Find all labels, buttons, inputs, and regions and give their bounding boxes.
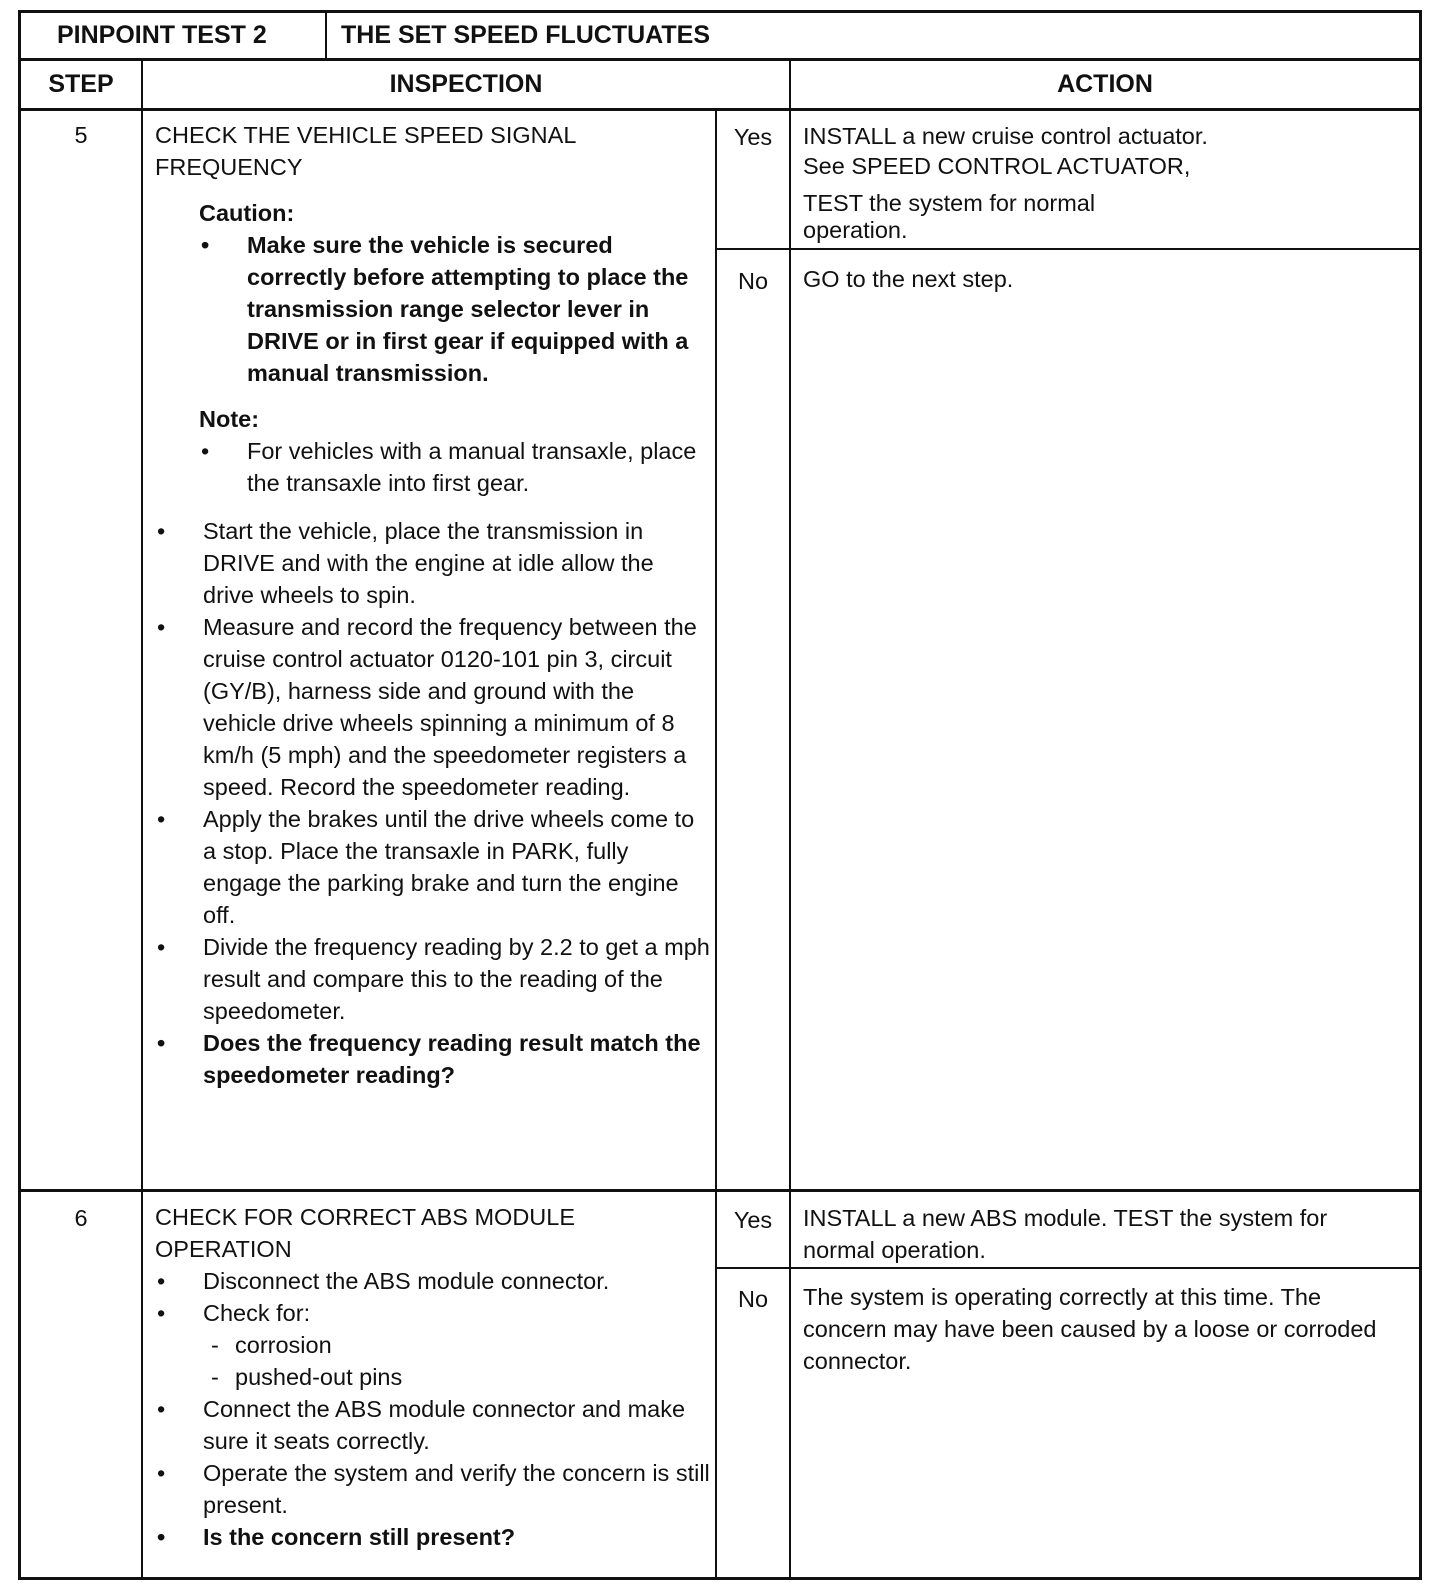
divider-step5-yesno — [715, 248, 1419, 250]
step-6-yes-action: INSTALL a new ABS module. TEST the system for normal operation. — [803, 1205, 1328, 1263]
divider-step — [141, 111, 143, 1577]
header-inspection: INSPECTION — [143, 61, 791, 108]
step-5-question: • Does the frequency reading result match the speedometer reading? — [155, 1027, 711, 1091]
step-6-sub-1: - corrosion — [155, 1329, 711, 1361]
step-5-no-action: GO to the next step. — [803, 266, 1014, 292]
step-5-yes-label: Yes — [733, 124, 773, 150]
step-5-title-line1: CHECK THE VEHICLE SPEED SIGNAL — [155, 122, 577, 148]
test-description: THE SET SPEED FLUCTUATES — [341, 21, 711, 49]
step-5-caution — [155, 197, 711, 389]
step-6-inspection — [155, 1201, 711, 1553]
header-action: ACTION — [1057, 70, 1153, 98]
step-5-number: 5 — [74, 122, 88, 148]
step-6-sub-2: - pushed-out pins — [155, 1361, 711, 1393]
caution-text: • Make sure the vehicle is secured correctly before attempting to place the transmission range selector lever in DRIVE or in first gear if equipped with a manual transmission. — [199, 229, 711, 389]
step-6-number: 6 — [74, 1205, 88, 1231]
step-5-bullets — [155, 515, 711, 1091]
header-step: STEP — [21, 61, 143, 108]
step-6-bullet-3: • Connect the ABS module connector and make sure it seats correctly. — [155, 1393, 711, 1457]
step-6-question: • Is the concern still present? — [155, 1521, 711, 1553]
step-5-bullet-2: • Measure and record the frequency between the cruise control actuator 0120-101 pin 3, circuit (GY/B), harness side and ground with the vehicle drive wheels spinning a minimum of 8 km/h (5 mph) and the speedometer registers a speed. Record the speedometer reading. — [155, 611, 711, 803]
step-6-bullet-1: • Disconnect the ABS module connector. — [155, 1265, 711, 1297]
step-5-yes-action — [803, 121, 1403, 243]
step-5-bullet-4: • Divide the frequency reading by 2.2 to get a mph result and compare this to the reading of the speedometer. — [155, 931, 711, 1027]
divider-inspection — [715, 111, 717, 1577]
note-label: Note: — [199, 406, 260, 432]
step-5-bullet-1: • Start the vehicle, place the transmission in DRIVE and with the engine at idle allow the drive wheels to spin. — [155, 515, 711, 611]
step-6-bullet-2: • Check for: — [155, 1297, 711, 1329]
step-5-inspection — [155, 119, 711, 1091]
test-label: PINPOINT TEST 2 — [21, 13, 327, 58]
step-6-title-line2: OPERATION — [155, 1236, 292, 1262]
caution-label: Caution: — [199, 200, 295, 226]
step-5-no-label: No — [737, 268, 769, 294]
step-6-title-line1: CHECK FOR CORRECT ABS MODULE — [155, 1204, 576, 1230]
step-5-yes-action-line2: See SPEED CONTROL ACTUATOR, — [803, 153, 1191, 179]
divider-step-rows — [21, 1189, 1419, 1192]
step-6-no-label: No — [737, 1286, 769, 1312]
step-5-yes-action-line3: TEST the system for normal — [803, 190, 1096, 216]
step-6-yes-label: Yes — [733, 1207, 773, 1233]
divider-step6-yesno — [715, 1267, 1419, 1269]
pinpoint-test-table — [18, 10, 1422, 1580]
step-5-title-line2: FREQUENCY — [155, 154, 303, 180]
step-5-note — [155, 403, 711, 499]
step-6-bullet-4: • Operate the system and verify the concern is still present. — [155, 1457, 711, 1521]
header-row — [21, 61, 1419, 111]
step-5-yes-action-line4: operation. — [803, 217, 908, 243]
note-text: • For vehicles with a manual transaxle, place the transaxle into first gear. — [199, 435, 711, 499]
step-6-no-action: The system is operating correctly at this time. The concern may have been caused by a loose or corroded connector. — [803, 1284, 1377, 1374]
title-row — [21, 13, 1419, 61]
step-5-yes-action-line1: INSTALL a new cruise control actuator. — [803, 123, 1208, 149]
step-5-bullet-3: • Apply the brakes until the drive wheels come to a stop. Place the transaxle in PARK, fully engage the parking brake and turn the engine off. — [155, 803, 711, 931]
divider-yesno — [789, 111, 791, 1577]
